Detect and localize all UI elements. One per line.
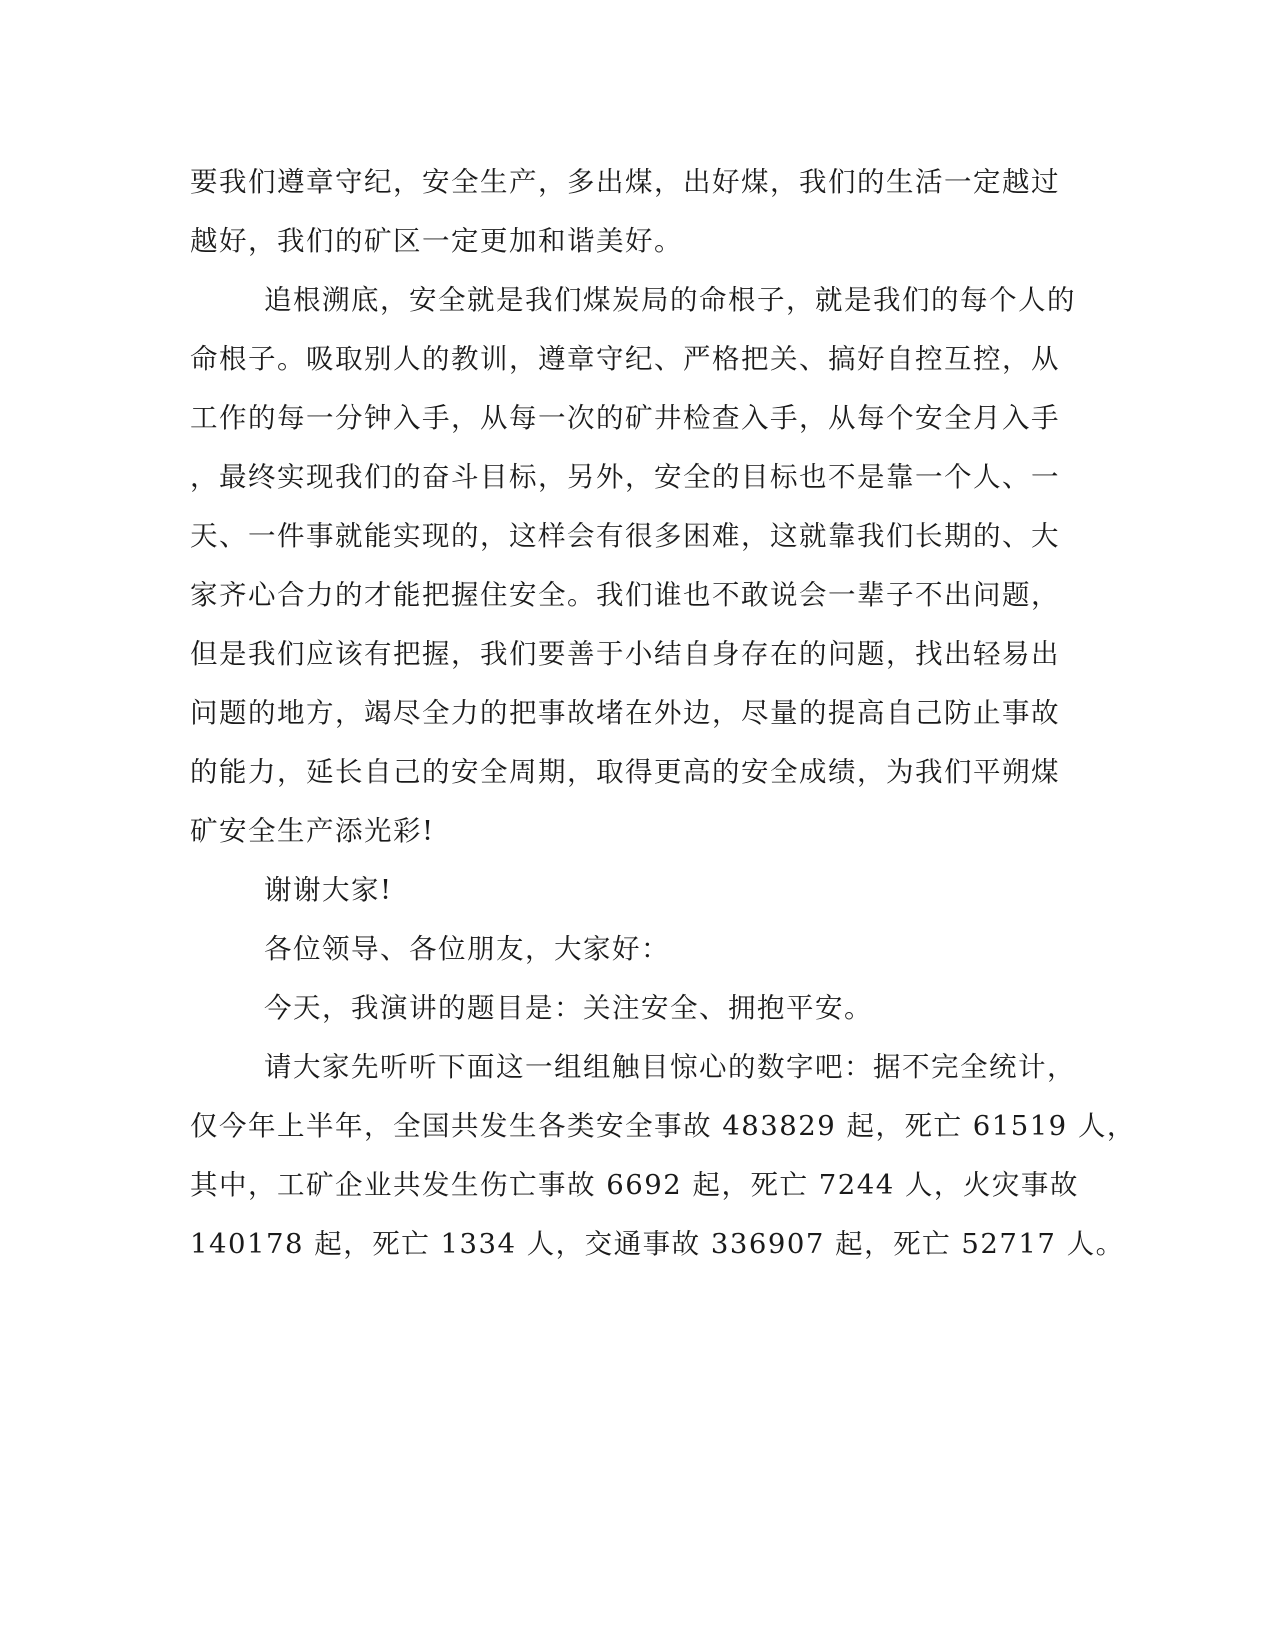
- text-line: 越好，我们的矿区一定更加和谐美好。: [190, 225, 683, 257]
- paragraph-first-line: 追根溯底，安全就是我们煤炭局的命根子，就是我们的每个人的: [264, 284, 1076, 316]
- text-line: 要我们遵章守纪，安全生产，多出煤，出好煤，我们的生活一定越过: [190, 166, 1060, 198]
- text-line: 的能力，延长自己的安全周期，取得更高的安全成绩，为我们平朔煤: [190, 756, 1060, 788]
- text-line: 仅今年上半年，全国共发生各类安全事故 483829 起，死亡 61519 人，: [190, 1110, 1136, 1142]
- text-line: 问题的地方，竭尽全力的把事故堵在外边，尽量的提高自己防止事故: [190, 697, 1060, 729]
- text-line: ，最终实现我们的奋斗目标，另外，安全的目标也不是靠一个人、一: [190, 461, 1060, 493]
- text-line: 命根子。吸取别人的教训，遵章守纪、严格把关、搞好自控互控，从: [190, 343, 1060, 375]
- paragraph-first-line: 谢谢大家!: [264, 874, 393, 906]
- text-line: 工作的每一分钟入手，从每一次的矿井检查入手，从每个安全月入手: [190, 402, 1060, 434]
- text-line: 但是我们应该有把握，我们要善于小结自身存在的问题，找出轻易出: [190, 638, 1060, 670]
- paragraph-first-line: 今天，我演讲的题目是：关注安全、拥抱平安。: [264, 992, 873, 1024]
- paragraph-first-line: 请大家先听听下面这一组组触目惊心的数字吧：据不完全统计，: [264, 1051, 1076, 1083]
- text-line: 其中，工矿企业共发生伤亡事故 6692 起，死亡 7244 人，火灾事故: [190, 1169, 1079, 1201]
- text-line: 矿安全生产添光彩!: [190, 815, 435, 847]
- text-line: 140178 起，死亡 1334 人，交通事故 336907 起，死亡 52717 人。: [190, 1228, 1125, 1260]
- text-line: 家齐心合力的才能把握住安全。我们谁也不敢说会一辈子不出问题，: [190, 579, 1060, 611]
- text-line: 天、一件事就能实现的，这样会有很多困难，这就靠我们长期的、大: [190, 520, 1060, 552]
- paragraph-first-line: 各位领导、各位朋友，大家好：: [264, 933, 670, 965]
